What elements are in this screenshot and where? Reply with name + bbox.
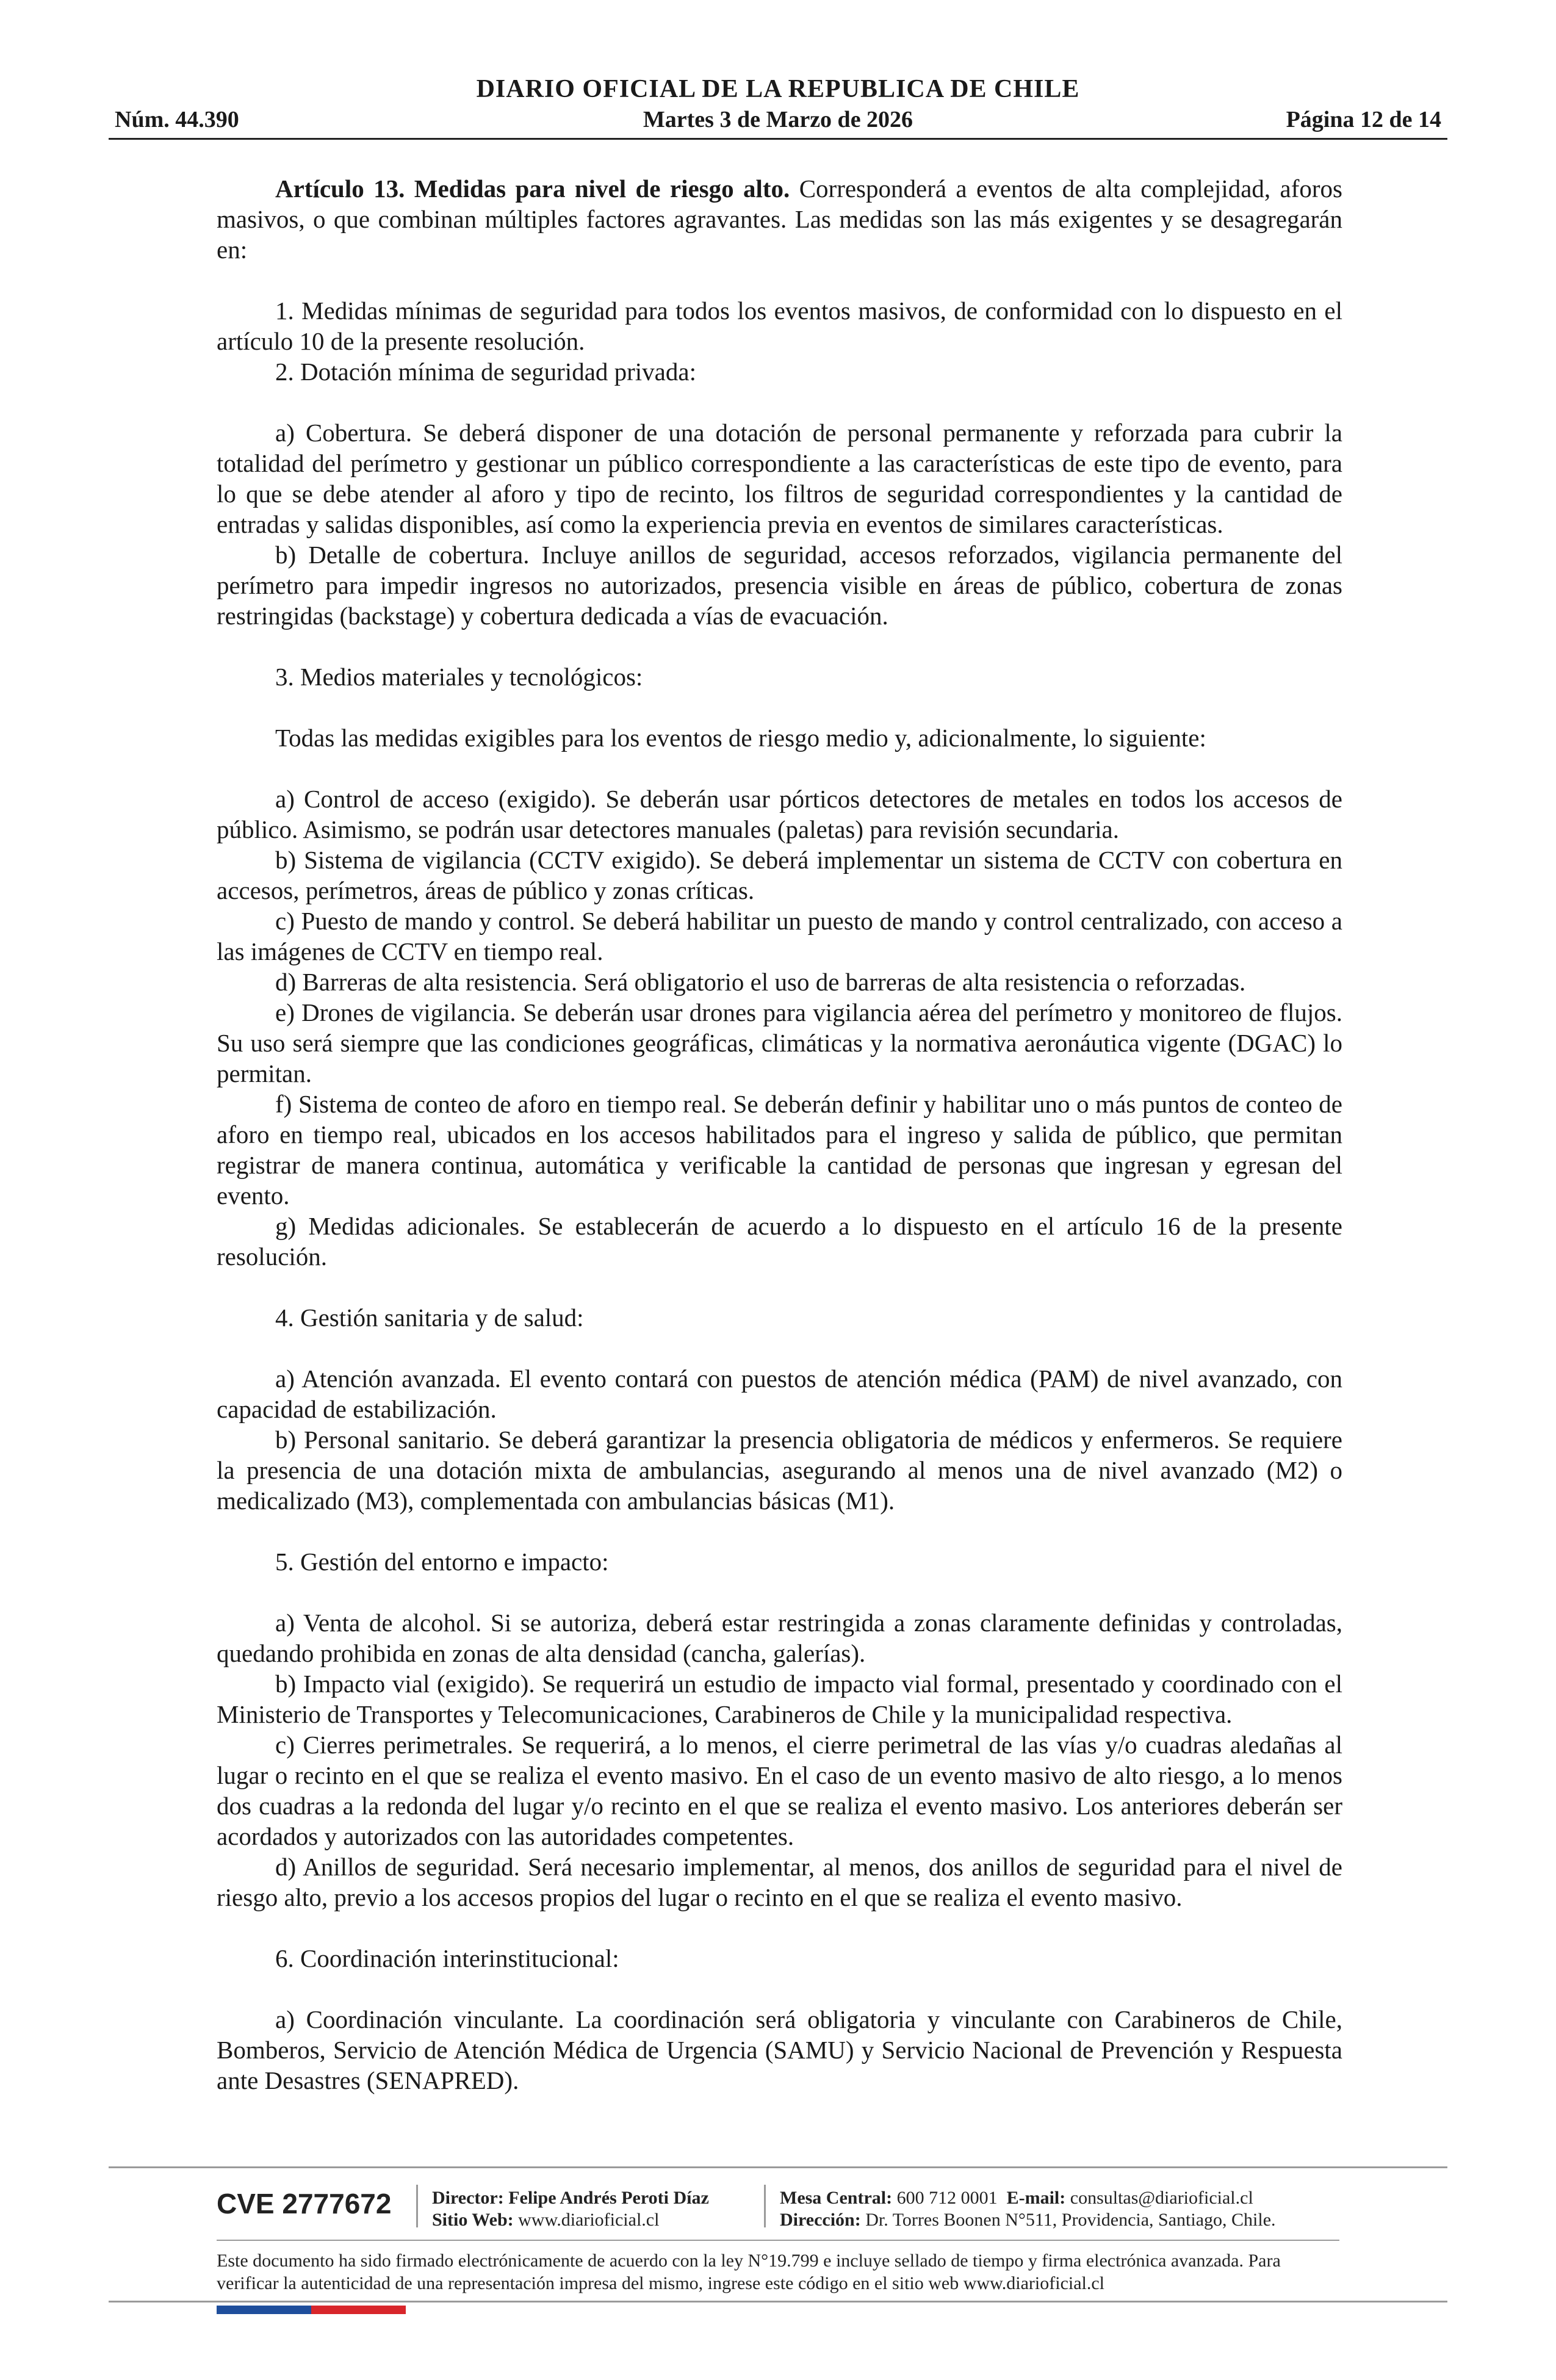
header-rule — [109, 138, 1447, 140]
paragraph-2b: b) Detalle de cobertura. Incluye anillos de seguridad, accesos reforzados, vigilancia permanente del perímetro para impedir ingresos no autorizados, presencia visible en áreas de público, cobertura de zonas restringidas (backstage) y cobertura dedicada a vías de evacuación. — [217, 541, 1342, 630]
footer-rule-top — [109, 2166, 1447, 2168]
paragraph-5c: c) Cierres perimetrales. Se requerirá, a lo menos, el cierre perimetral de las vías y/o cuadras aledañas al lugar o recinto en el que se realiza el evento masivo. En el caso de un evento masivo de alto riesgo, a lo menos dos cuadras a la redonda del lugar y/o recinto en el que se realiza el evento masivo. Los anteriores deberán ser acordados y autorizados con las autoridades competentes. — [217, 1731, 1342, 1850]
paragraph-3g: g) Medidas adicionales. Se establecerán de acuerdo a lo dispuesto en el artículo 16 de la presente resolución. — [217, 1212, 1342, 1271]
paragraph-4: 4. Gestión sanitaria y de salud: — [275, 1304, 584, 1332]
footer-separator — [764, 2185, 766, 2227]
paragraph-3e: e) Drones de vigilancia. Se deberán usar drones para vigilancia aérea del perímetro y monitoreo de flujos. Su uso será siempre que las condiciones geográficas, climáticas y la normativa aeronáutica vigente (DGAC) lo permitan. — [217, 998, 1342, 1087]
paragraph-6: 6. Coordinación interinstitucional: — [275, 1944, 619, 1972]
web-label: Sitio Web: — [432, 2210, 514, 2230]
paragraph-2a: a) Cobertura. Se deberá disponer de una dotación de personal permanente y reforzada para cubrir la totalidad del perímetro y gestionar un público correspondiente a las características de este tipo de evento, para lo que se debe atender al aforo y tipo de recinto, los filtros de seguridad correspondientes y la cantidad de entradas y salidas disponibles, así como la experiencia previa en eventos de similares características. — [217, 419, 1342, 538]
cve-code: CVE 2777672 — [217, 2188, 392, 2220]
header-row — [109, 103, 1447, 137]
email-link[interactable]: consultas@diarioficial.cl — [1070, 2188, 1253, 2208]
phone-label: Mesa Central: — [780, 2188, 893, 2208]
paragraph-3: 3. Medios materiales y tecnológicos: — [275, 663, 643, 691]
page-indicator: Página 12 de 14 — [1286, 107, 1441, 132]
flag-stripe-red — [311, 2306, 406, 2314]
article-intro — [217, 173, 1342, 265]
paragraph-3b: b) Sistema de vigilancia (CCTV exigido). Se deberá implementar un sistema de CCTV con cobertura en accesos, perímetros, áreas de público y zonas críticas. — [217, 846, 1342, 904]
phone-value: 600 712 0001 — [896, 2188, 998, 2208]
footer-rule-middle — [217, 2240, 1339, 2241]
article-heading: Artículo 13. Medidas para nivel de riesgo alto. — [275, 175, 790, 203]
paragraph-2: 2. Dotación mínima de seguridad privada: — [275, 358, 696, 386]
issue-number: Núm. 44.390 — [115, 107, 239, 132]
paragraph-3a: a) Control de acceso (exigido). Se deberán usar pórticos detectores de metales en todos los accesos de público. Asimismo, se podrán usar detectores manuales (paletas) para revisión secundaria. — [217, 785, 1342, 843]
issue-date: Martes 3 de Marzo de 2026 — [643, 107, 913, 132]
address-value: Dr. Torres Boonen N°511, Providencia, Santiago, Chile. — [865, 2210, 1276, 2230]
paragraph-3-intro: Todas las medidas exigibles para los eventos de riesgo medio y, adicionalmente, lo siguiente: — [275, 724, 1206, 752]
paragraph-6a: a) Coordinación vinculante. La coordinación será obligatoria y vinculante con Carabineros de Chile, Bomberos, Servicio de Atención Médica de Urgencia (SAMU) y Servicio Nacional de Prevención y Respuesta ante Desastres (SENAPRED). — [217, 2005, 1342, 2094]
footer-director-block — [432, 2187, 709, 2231]
footer-rule-bottom — [109, 2301, 1447, 2302]
paragraph-3d: d) Barreras de alta resistencia. Será obligatorio el uso de barreras de alta resistencia o reforzadas. — [275, 968, 1246, 996]
email-label: E-mail: — [1006, 2188, 1066, 2208]
footer-contact-block — [780, 2187, 1276, 2231]
signature-notice: Este documento ha sido firmado electrónicamente de acuerdo con la ley N°19.799 e incluye sellado de tiempo y firma electrónica avanzada. Para verificar la autenticidad de una representación impresa del mismo, ingrese este código en el sitio web www.diarioficial.cl — [217, 2251, 1281, 2293]
web-link[interactable]: www.diarioficial.cl — [518, 2210, 660, 2230]
paragraph-4b: b) Personal sanitario. Se deberá garantizar la presencia obligatoria de médicos y enfermeros. Se requiere la presencia de una dotación mixta de ambulancias, asegurando al menos una de nivel avanzado (M2) o medicalizado (M3), complementada con ambulancias básicas (M1). — [217, 1426, 1342, 1515]
paragraph-5a: a) Venta de alcohol. Si se autoriza, deberá estar restringida a zonas claramente definidas y controladas, quedando prohibida en zonas de alta densidad (cancha, galerías). — [217, 1609, 1342, 1667]
article-intro-text: Corresponderá a eventos de alta complejidad, aforos masivos, o que combinan múltiples factores agravantes. Las medidas son las más exigentes y se desagregarán en: — [217, 175, 1342, 264]
address-label: Dirección: — [780, 2210, 861, 2230]
footer-separator — [416, 2185, 418, 2227]
paragraph-5b: b) Impacto vial (exigido). Se requerirá un estudio de impacto vial formal, presentado y coordinado con el Ministerio de Transportes y Telecomunicaciones, Carabineros de Chile y la municipalidad respectiva. — [217, 1670, 1342, 1728]
director-label: Director: — [432, 2188, 504, 2208]
paragraph-1: 1. Medidas mínimas de seguridad para todos los eventos masivos, de conformidad con lo dispuesto en el artículo 10 de la presente resolución. — [217, 297, 1342, 355]
paragraph-5d: d) Anillos de seguridad. Será necesario implementar, al menos, dos anillos de seguridad para el nivel de riesgo alto, previo a los accesos propios del lugar o recinto en el que se realiza el evento masivo. — [217, 1853, 1342, 1911]
paragraph-4a: a) Atención avanzada. El evento contará con puestos de atención médica (PAM) de nivel avanzado, con capacidad de estabilización. — [217, 1365, 1342, 1423]
article-body — [217, 173, 1342, 2096]
flag-stripe-blue — [217, 2306, 311, 2314]
newspaper-title: DIARIO OFICIAL DE LA REPUBLICA DE CHILE — [476, 75, 1080, 103]
paragraph-5: 5. Gestión del entorno e impacto: — [275, 1548, 609, 1576]
director-name: Felipe Andrés Peroti Díaz — [508, 2188, 709, 2208]
paragraph-3f: f) Sistema de conteo de aforo en tiempo real. Se deberán definir y habilitar uno o más puntos de conteo de aforo en tiempo real, ubicados en los accesos habilitados para el ingreso y salida de público, que permitan registrar de manera continua, automática y verificable la cantidad de personas que ingresan y egresan del evento. — [217, 1090, 1342, 1210]
paragraph-3c: c) Puesto de mando y control. Se deberá habilitar un puesto de mando y control centralizado, con acceso a las imágenes de CCTV en tiempo real. — [217, 907, 1342, 965]
